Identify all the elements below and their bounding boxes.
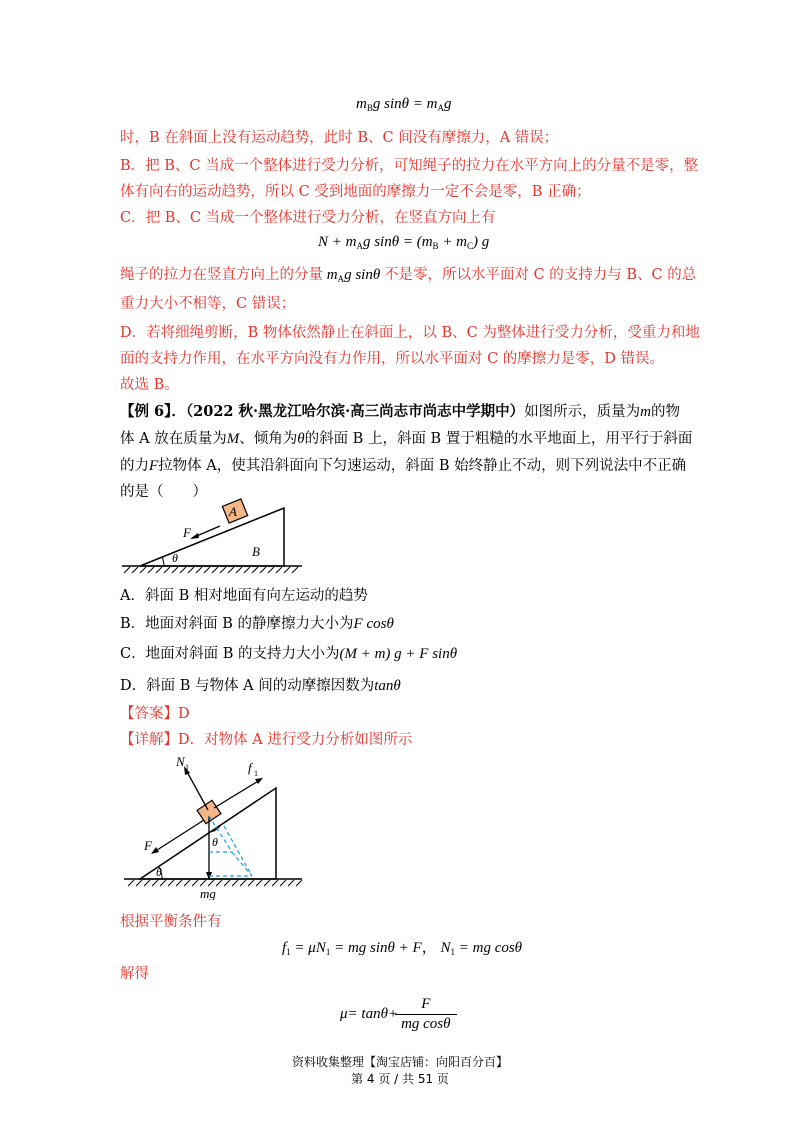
force-diagram (120, 752, 310, 900)
vertical-component-formula: $m_Ag$ sinθ (323, 267, 384, 284)
label-theta-incline: θ (156, 865, 162, 879)
formula-result: μ= tanθ+ $\frac{F}{\text{mg cosθ}}$ (340, 996, 451, 1033)
paragraph-d-line1: D．若将细绳剪断，B 物体依然静止在斜面上，以 B、C 为整体进行受力分析，受重力和地 (120, 325, 700, 341)
formula-balance: $f_1 = \mu N_1$ = mg sinθ + F， $N_1$ = mg cosθ (282, 940, 523, 957)
detail: 【详解】D．对物体 A 进行受力分析如图所示 (120, 732, 413, 748)
paragraph-b-line1: B．把 B、C 当成一个整体进行受力分析，可知绳子的拉力在水平方向上的分量不是零，整 (120, 158, 699, 174)
footer-page-number: 第 4 页 / 共 51 页 (351, 1072, 449, 1086)
label-b: B (252, 544, 260, 559)
formula-vertical-balance: $N + m_Ag$ $\sin\theta = (m_B + m_C)$ g (318, 234, 490, 251)
conclusion: 故选 B。 (120, 377, 179, 393)
incline-figure (120, 496, 310, 578)
f-arrowhead (151, 847, 159, 854)
example-line1: 【例 6】．（2022 秋·黑龙江哈尔滨·高三尚志市尚志中学期中）如图所示，质量为m的物 (120, 403, 680, 420)
label-a: A (229, 504, 237, 519)
example-tag: 【例 6】．（2022 秋·黑龙江哈尔滨·高三尚志市尚志中学期中） (120, 403, 525, 420)
ground-hatching (124, 567, 298, 573)
answer: 【答案】D (120, 706, 190, 722)
paragraph-c: C．把 B、C 当成一个整体进行受力分析，在竖直方向上有 (120, 210, 496, 226)
example-line3: 的力F拉物体 A，使其沿斜面向下匀速运动，斜面 B 始终静止不动，则下列说法中不正确 (120, 458, 687, 474)
option-c: C．地面对斜面 B 的支持力大小为(M + m) g + F sinθ (120, 646, 458, 662)
option-d: D．斜面 B 与物体 A 间的动摩擦因数为tanθ (120, 678, 401, 694)
paragraph-c-detail-line1: 绳子的拉力在竖直方向上的分量 $m_Ag$ sinθ 不是零，所以水平面对 C 的支持力与 B、C 的总 (120, 267, 697, 284)
paragraph-a-wrong: 时，B 在斜面上没有运动趋势，此时 B、C 间没有摩擦力，A 错误； (120, 130, 559, 146)
dashed-rect-1 (232, 852, 252, 876)
label-n: N (176, 754, 185, 769)
balance-text: 根据平衡条件有 (120, 914, 222, 930)
paragraph-b-line2: 体有向右的运动趋势，所以 C 受到地面的摩擦力一定不会是零，B 正确； (120, 184, 591, 200)
footer-source: 资料收集整理【淘宝店铺：向阳百分百】 (291, 1055, 508, 1069)
solve-text: 解得 (120, 966, 149, 982)
label-f1-sub: 1 (254, 769, 258, 778)
label-f1: f (248, 760, 252, 775)
force-f-arrowhead (190, 533, 199, 539)
angle-arc (162, 557, 164, 566)
label-n-sub: 1 (185, 763, 189, 772)
label-mg: mg (200, 886, 216, 900)
example-line2: 体 A 放在质量为M、倾角为θ的斜面 B 上，斜面 B 置于粗糙的水平地面上，用平行于斜面 (120, 431, 693, 447)
f1-arrowhead (255, 778, 263, 784)
paragraph-c-detail-line2: 重力大小不相等，C 错误； (120, 296, 296, 312)
dashed-rect-3 (224, 826, 252, 876)
n1-arrow (186, 770, 208, 810)
label-theta: θ (172, 551, 178, 565)
formula-top: $m_Bg$ $\sin\theta = m_Ag$ (356, 96, 452, 113)
label-f-2: F (144, 838, 152, 853)
option-a: A．斜面 B 相对地面有向左运动的趋势 (120, 588, 368, 604)
example-line4: 的是（ ） (120, 484, 207, 500)
option-b: B．地面对斜面 B 的静摩擦力大小为F cosθ (120, 616, 394, 632)
label-theta-block: θ (212, 835, 218, 849)
label-f: F (183, 525, 191, 540)
f-arrow (154, 820, 204, 852)
paragraph-d-line2: 面的支持力作用，在水平方向没有力作用，所以水平面对 C 的摩擦力是零，D 错误。 (120, 351, 665, 367)
